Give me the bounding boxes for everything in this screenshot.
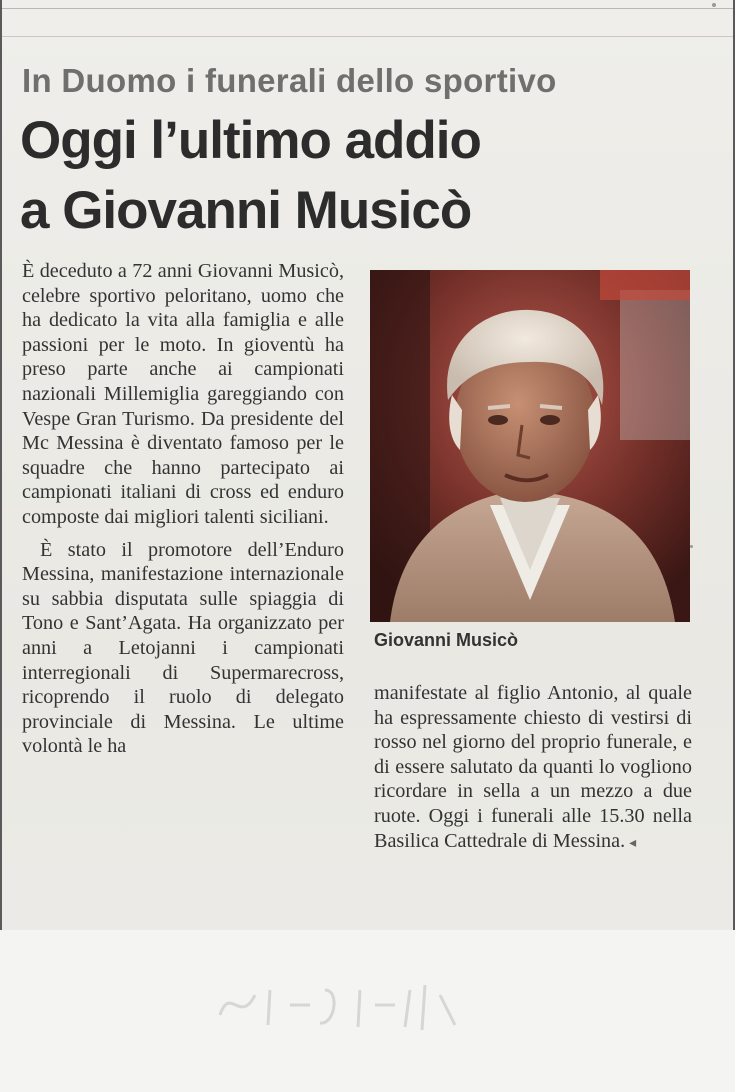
portrait-photo bbox=[370, 270, 690, 622]
headline-line-1: Oggi l’ultimo addio bbox=[20, 111, 481, 170]
photo-caption: Giovanni Musicò bbox=[374, 630, 519, 650]
handwritten-pencil-mark bbox=[210, 975, 470, 1035]
headline-line-2: a Giovanni Musicò bbox=[20, 181, 472, 240]
scan-speck bbox=[690, 545, 693, 548]
kicker-headline: In Duomo i funerali dello sportivo bbox=[22, 62, 557, 99]
article-column-left bbox=[22, 259, 344, 759]
scan-border-left bbox=[0, 0, 2, 1092]
portrait-illustration bbox=[370, 270, 690, 622]
article-column-right bbox=[374, 681, 692, 856]
scan-speck bbox=[712, 3, 716, 7]
paragraph-3-text: manifestate al figlio Antonio, al quale ha espressamente chiesto di vestirsi di rosso nel giorno del proprio funerale, e di essere salutato da quanti lo vogliono ricordare in sella a un mezzo a due ruote. Oggi i funerali alle 15.30 nella Basilica Cattedrale di Messina. bbox=[374, 682, 692, 852]
paragraph-1: È deceduto a 72 anni Giovanni Musicò, celebre sportivo peloritano, uomo che ha dedicato la vita alla famiglia e alle passioni per le moto. In gioventù ha preso parte anche ai campionati nazionali Millemiglia gareggiando con Vespe Gran Turismo. Da presidente del Mc Messina è diventato famoso per le squadre che hanno partecipato ai campionati italiani di cross ed enduro composte dai migliori talenti siciliani. bbox=[22, 260, 344, 528]
top-rule-secondary bbox=[0, 36, 735, 37]
paragraph-2: È stato il promotore dell’Enduro Messina, manifestazione internazionale su sabbia disputata sulle spiaggia di Tono e Sant’Agata. Ha organizzato per anni a Letojanni i campionati interregionali di Supermarecross, ricoprendo il ruolo di delegato provinciale di Messina. Le ultime volontà le ha bbox=[22, 538, 344, 758]
paragraph-3 bbox=[374, 681, 692, 856]
main-headline bbox=[20, 106, 710, 246]
top-rule bbox=[0, 8, 735, 9]
end-of-article-icon: ◂ bbox=[629, 835, 637, 851]
